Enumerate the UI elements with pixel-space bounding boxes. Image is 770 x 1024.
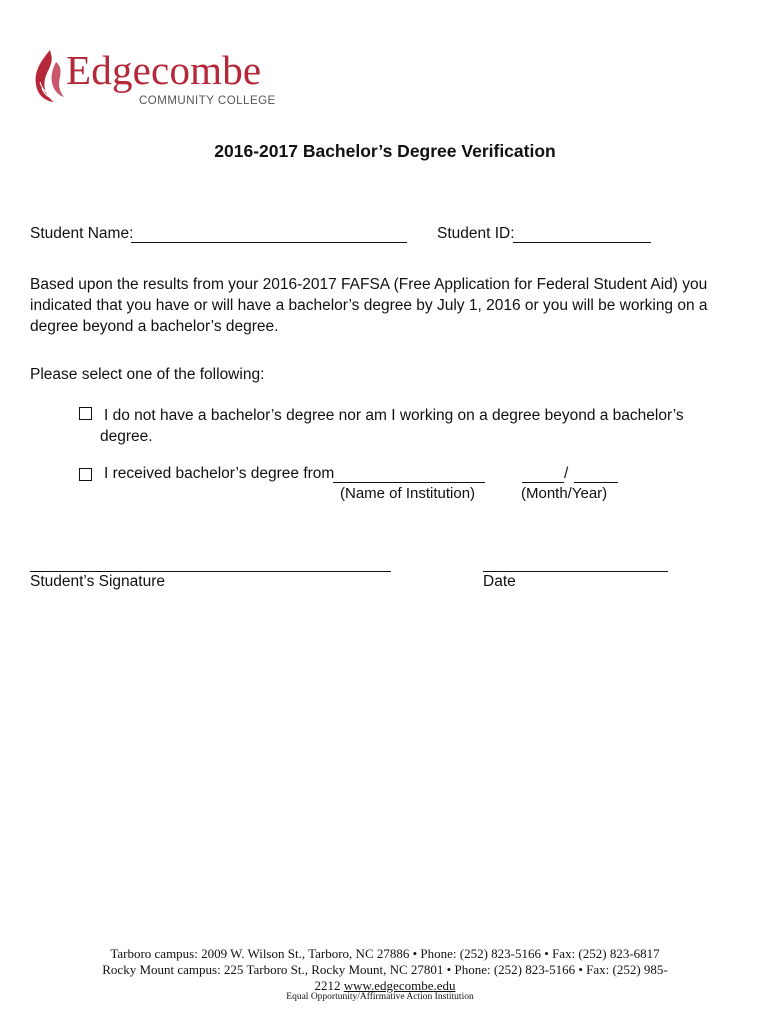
footer-rocky-mount: Rocky Mount campus: 225 Tarboro St., Rocky Mount, NC 27801 • Phone: (252) 823-5166 • Fax: (252) 985- [102,962,668,977]
no-degree-option-label [100,405,720,447]
website-link[interactable]: www.edgecombe.edu [343,978,456,993]
month-field[interactable] [522,482,564,483]
received-degree-label: I received bachelor’s degree from [104,465,335,482]
college-logo [30,44,300,114]
received-degree-checkbox[interactable] [79,468,92,481]
date-slash: / [564,465,569,482]
no-degree-checkbox[interactable] [79,407,92,420]
signature-field[interactable] [30,571,391,572]
instructions-paragraph: Based upon the results from your 2016-2017 FAFSA (Free Application for Federal Student Aid) you indicated that you have or will have a bachelor’s degree by July 1, 2016 or you will be working on a degree beyond a bachelor’s degree. [30,276,708,335]
institution-field[interactable] [333,482,485,483]
student-id-field[interactable] [513,242,651,243]
year-field[interactable] [574,482,618,483]
institution-caption: (Name of Institution) [340,485,476,502]
student-name-label: Student Name: [30,225,134,242]
signature-label: Student’s Signature [30,573,166,590]
logo-subtitle: COMMUNITY COLLEGE [139,95,276,107]
footer-fax-suffix: 2212 [314,978,341,993]
equal-opportunity-note: Equal Opportunity/Affirmative Action Institution [286,992,474,1002]
month-year-caption: (Month/Year) [521,485,608,502]
date-field[interactable] [483,571,668,572]
student-id-label: Student ID: [437,225,515,242]
date-label: Date [483,573,516,590]
logo-wordmark: Edgecombe [66,47,262,93]
select-instruction: Please select one of the following: [30,366,265,383]
no-degree-option-text: I do not have a bachelor’s degree nor am I working on a degree beyond a bachelor’s degree. [100,407,684,445]
footer-tarboro: Tarboro campus: 2009 W. Wilson St., Tarboro, NC 27886 • Phone: (252) 823-5166 • Fax: (252) 823-6817 [110,946,660,961]
flame-icon [30,48,66,104]
page-title: 2016-2017 Bachelor’s Degree Verification [214,141,556,161]
student-name-field[interactable] [131,242,407,243]
